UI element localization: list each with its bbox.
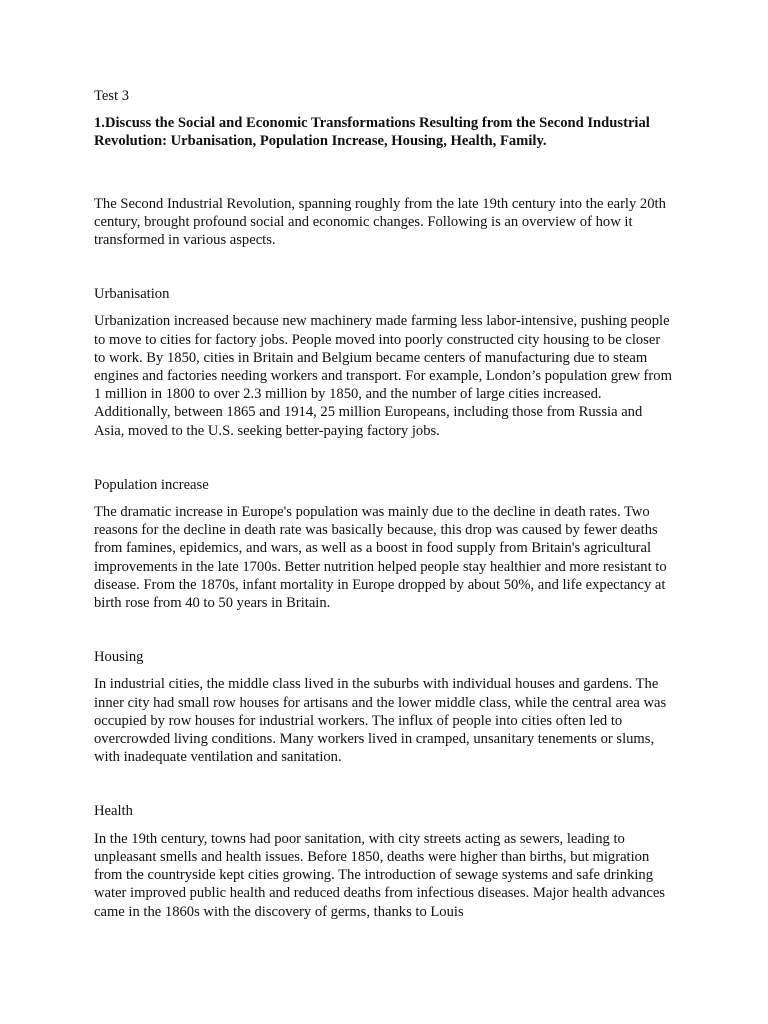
section-heading-urbanisation: Urbanisation (94, 286, 170, 303)
intro-paragraph: The Second Industrial Revolution, spanning roughly from the late 19th century into the early 20th century, brought profound social and economic changes. Following is an overview of how it transformed in various aspects. (94, 195, 666, 249)
question-heading: 1.Discuss the Social and Economic Transformations Resulting from the Second Industrial Revolution: Urbanisation, Population Increase, Housing, Health, Family. (94, 115, 650, 150)
section-body-population: The dramatic increase in Europe's population was mainly due to the decline in death rates. Two reasons for the decline in death rate was basically because, this drop was caused by fewer deaths from famines, epidemics, and wars, as well as a boost in food supply from Britain's agricultural improvements in the late 1700s. Better nutrition helped people stay healthier and more resistant to disease. From the 1870s, infant mortality in Europe dropped by about 50%, and life expectancy at birth rose from 40 to 50 years in Britain. (94, 504, 667, 612)
section-body-housing: In industrial cities, the middle class lived in the suburbs with individual houses and gardens. The inner city had small row houses for artisans and the lower middle class, while the central area was occupied by row houses for industrial workers. The influx of people into cities often led to overcrowded living conditions. Many workers lived in cramped, unsanitary tenements or slums, with inadequate ventilation and sanitation. (94, 676, 667, 766)
section-body-health: In the 19th century, towns had poor sanitation, with city streets acting as sewers, leading to unpleasant smells and health issues. Before 1850, deaths were higher than births, but migration from the countryside kept cities growing. The introduction of sewage systems and safe drinking water improved public health and reduced deaths from infectious diseases. Major health advances came in the 1860s with the discovery of germs, thanks to Louis (94, 830, 665, 920)
test-label: Test 3 (94, 88, 130, 104)
section-heading-health: Health (94, 803, 133, 820)
section-heading-population: Population increase (94, 476, 209, 493)
section-body-urbanisation: Urbanization increased because new machinery made farming less labor-intensive, pushing people to move to cities for factory jobs. People moved into poorly constructed city housing to be closer to work. By 1850, cities in Britain and Belgium became centers of manufacturing due to steam engines and factories needing workers and transport. For example, London’s population grew from 1 million in 1800 to over 2.3 million by 1850, and the number of large cities increased. Additionally, between 1865 and 1914, 25 million Europeans, including those from Russia and Asia, moved to the U.S. seeking better-paying factory jobs. (94, 313, 672, 439)
section-heading-housing: Housing (94, 649, 144, 666)
